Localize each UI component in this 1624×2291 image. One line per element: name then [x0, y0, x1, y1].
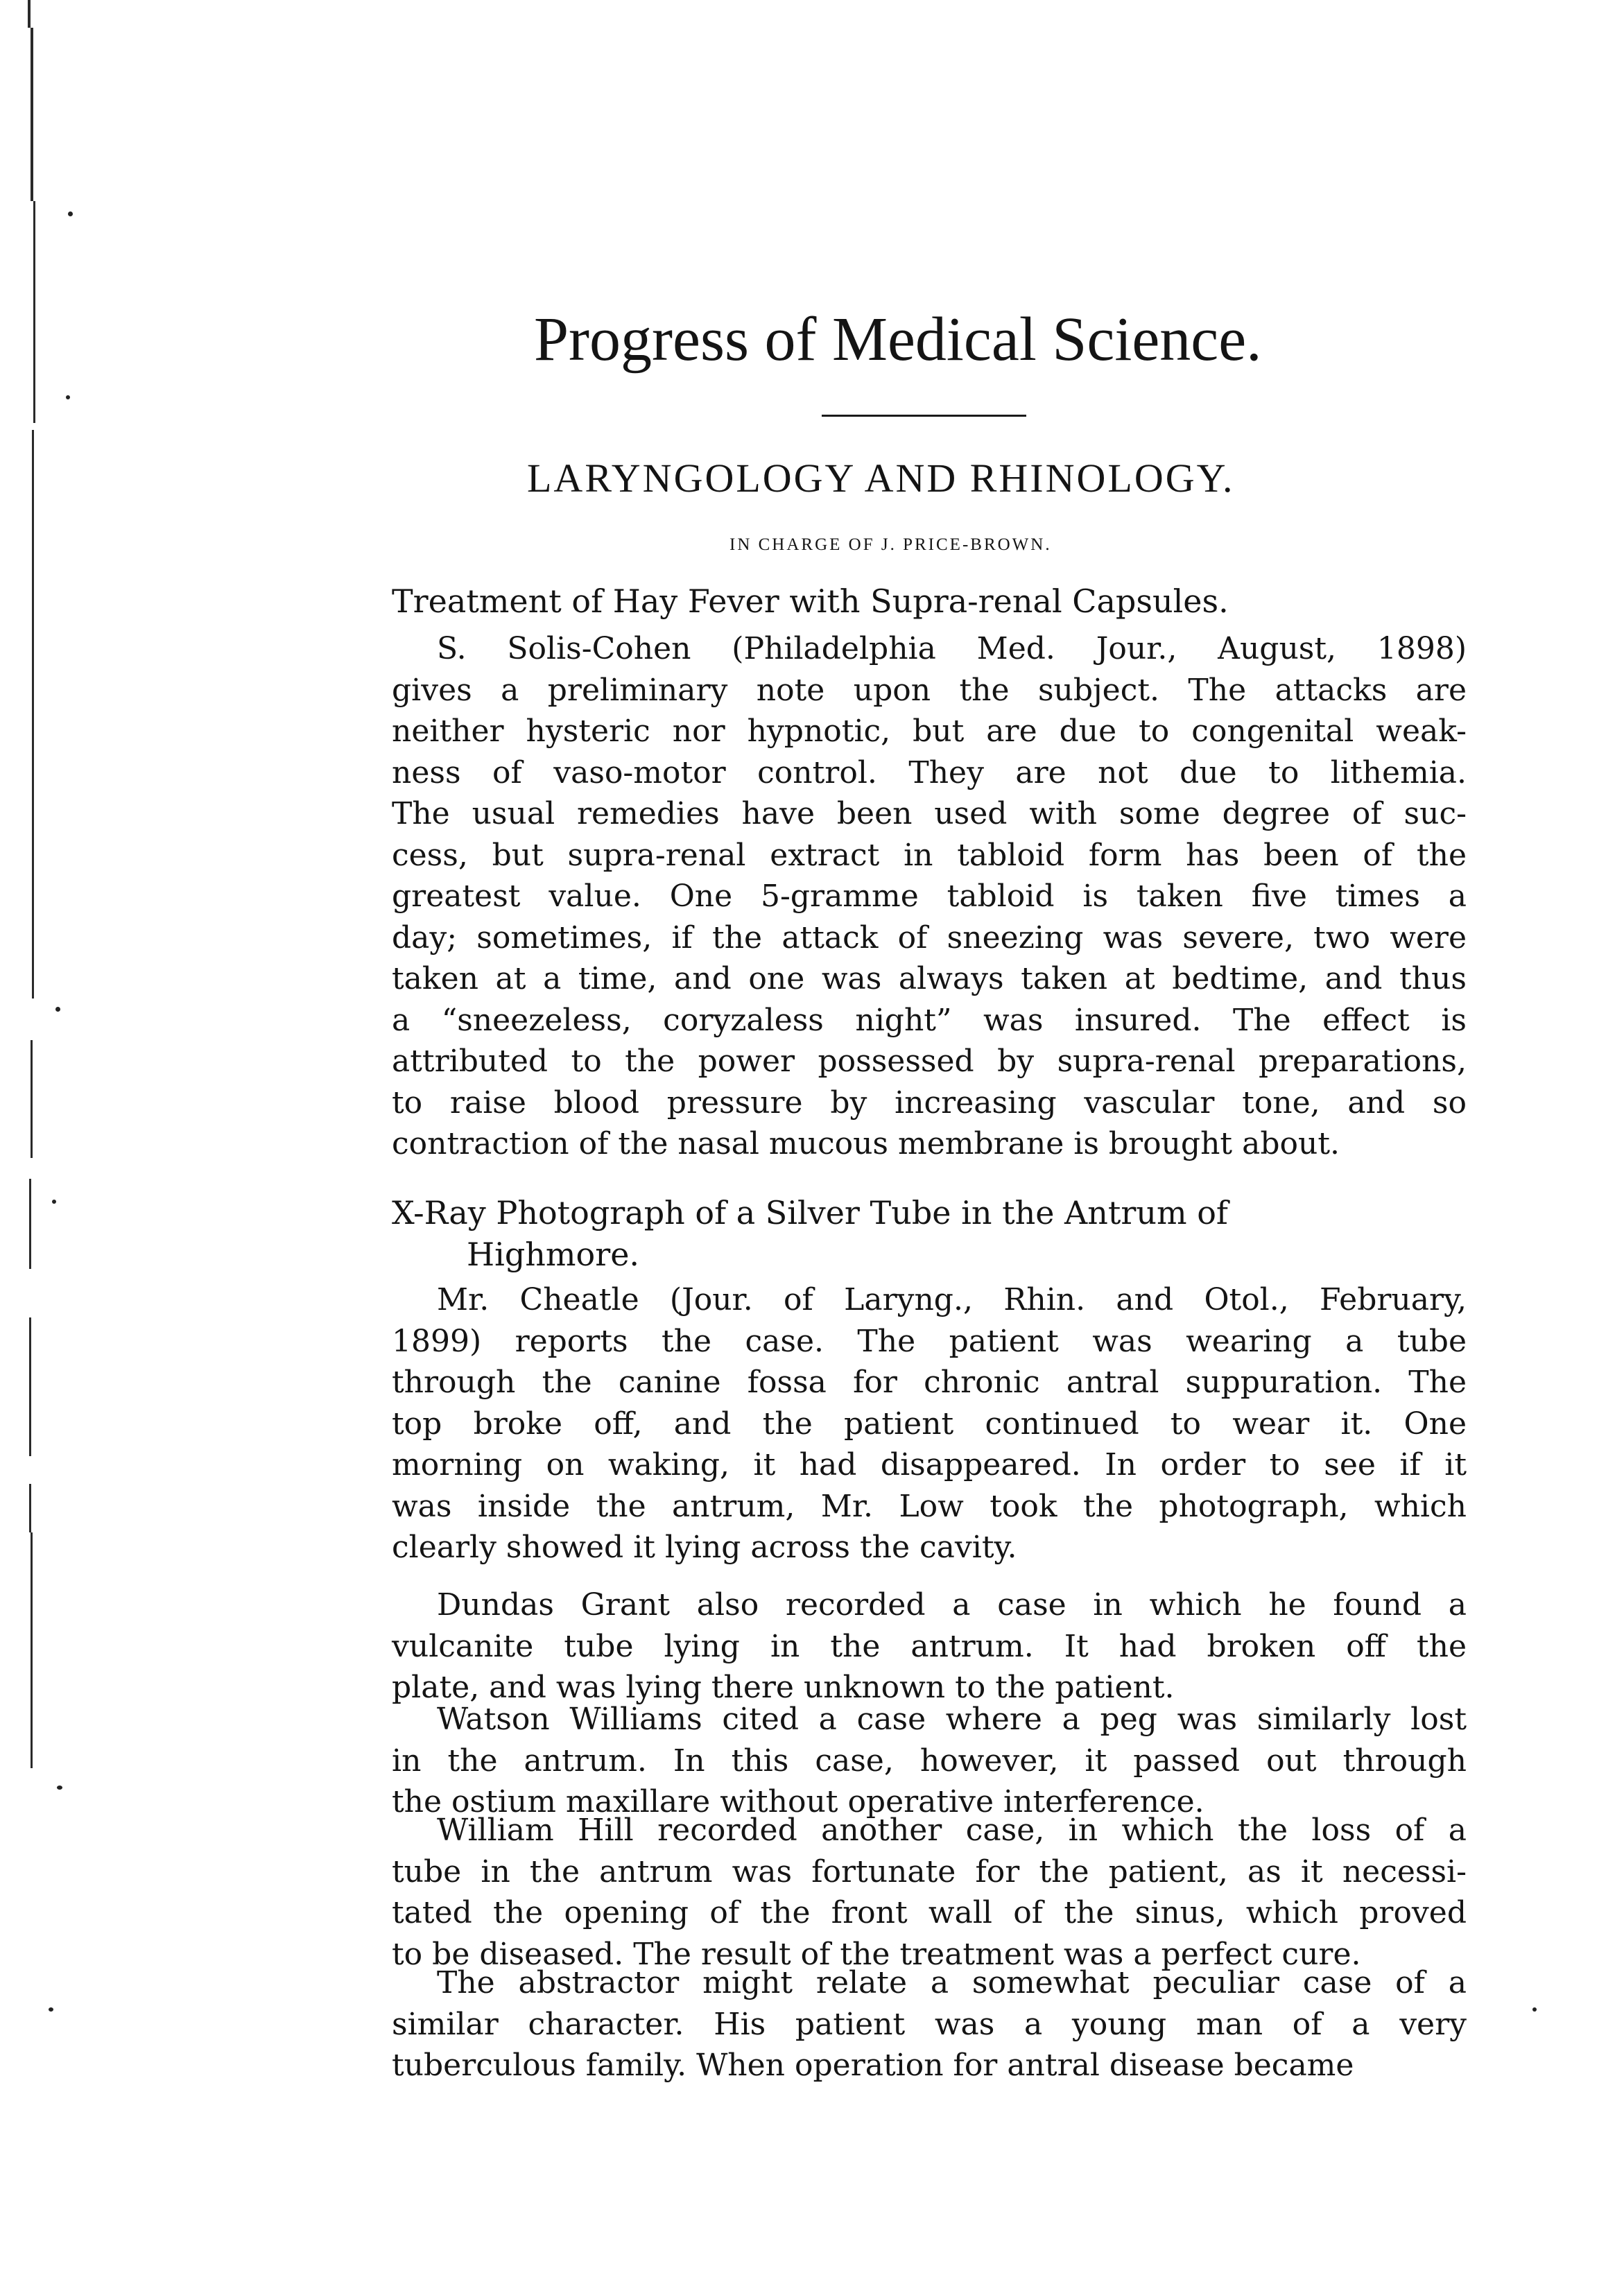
body-text-line: greatest value. One 5-gramme tabloid is taken five times a [392, 879, 1467, 914]
body-text-line: tated the opening of the front wall of the sinus, which proved [392, 1895, 1467, 1930]
body-text-line: cess, but supra-renal extract in tabloid form has been of the [392, 837, 1467, 873]
body-text-line: was inside the antrum, Mr. Low took the photograph, which [392, 1488, 1467, 1524]
body-text-line: S. Solis-Cohen (Philadelphia Med. Jour., August, 1898) [437, 631, 1467, 666]
body-text-line: tuberculous family. When operation for antral disease became [392, 2048, 1354, 2083]
body-text-line: ness of vaso-motor control. They are not due to lithemia. [392, 754, 1467, 790]
binding-line [29, 1484, 31, 1532]
body-text-line: Dundas Grant also recorded a case in which he found a [437, 1587, 1467, 1623]
title-rule [822, 415, 1026, 417]
scan-dot [68, 211, 73, 216]
body-text-line: attributed to the power possessed by supra-renal preparations, [392, 1044, 1467, 1079]
body-text-line: tube in the antrum was fortunate for the patient, as it necessi- [392, 1853, 1467, 1890]
scan-dot [52, 1200, 56, 1204]
scan-dot [55, 1007, 60, 1012]
binding-line [31, 28, 33, 201]
scan-dot [49, 2007, 53, 2012]
article-heading: Treatment of Hay Fever with Supra-renal Capsules. [392, 582, 1229, 620]
binding-line [28, 0, 31, 28]
article-heading: Highmore. [467, 1236, 640, 1273]
binding-line [31, 1532, 33, 1768]
body-text-line: a “sneezeless, coryzaless night” was insured. The effect is [392, 1002, 1467, 1038]
article-heading: X-Ray Photograph of a Silver Tube in the Antrum of [392, 1194, 1228, 1231]
binding-line [29, 1317, 31, 1456]
scan-dot [66, 395, 70, 399]
scan-dot [1532, 2007, 1537, 2012]
body-text-line: contraction of the nasal mucous membrane is brought about. [392, 1126, 1340, 1161]
body-text-line: through the canine fossa for chronic antral suppuration. The [392, 1365, 1467, 1400]
binding-line [33, 201, 35, 423]
body-text-line: neither hysteric nor hypnotic, but are due to congenital weak- [392, 714, 1467, 749]
body-text-line: gives a preliminary note upon the subject. The attacks are [392, 672, 1467, 708]
body-text-line: top broke off, and the patient continued to wear it. One [392, 1406, 1467, 1442]
body-text-line: in the antrum. In this case, however, it passed out through [392, 1743, 1467, 1779]
body-text-line: to be diseased. The result of the treatment was a perfect cure. [392, 1936, 1361, 1972]
body-text-line: day; sometimes, if the attack of sneezing was severe, two were [392, 919, 1467, 956]
body-text-line: morning on waking, it had disappeared. In order to see if it [392, 1447, 1467, 1482]
binding-line [29, 1179, 31, 1269]
body-text-line: taken at a time, and one was always taken at bedtime, and thus [392, 961, 1467, 996]
section-heading: LARYNGOLOGY AND RHINOLOGY. [527, 456, 1235, 501]
body-text-line: plate, and was lying there unknown to the patient. [392, 1670, 1175, 1705]
binding-line [32, 430, 34, 998]
body-text-line: Mr. Cheatle (Jour. of Laryng., Rhin. and Otol., February, [437, 1282, 1467, 1317]
binding-line [31, 1040, 33, 1158]
body-text-line: 1899) reports the case. The patient was wearing a tube [392, 1323, 1467, 1359]
body-text-line: similar character. His patient was a young man of a very [392, 2006, 1467, 2042]
scan-dot [57, 1786, 62, 1790]
body-text-line: vulcanite tube lying in the antrum. It had broken off the [392, 1628, 1467, 1664]
body-text-line: clearly showed it lying across the cavity. [392, 1530, 1017, 1565]
body-text-line: The usual remedies have been used with some degree of suc- [392, 796, 1467, 831]
editor-credit: IN CHARGE OF J. PRICE-BROWN. [729, 535, 1052, 554]
body-text-line: the ostium maxillare without operative interference. [392, 1784, 1204, 1819]
page-title: Progress of Medical Science. [534, 305, 1262, 374]
body-text-line: to raise blood pressure by increasing vascular tone, and so [392, 1084, 1467, 1121]
body-text-line: William Hill recorded another case, in which the loss of a [437, 1813, 1467, 1848]
body-text-line: Watson Williams cited a case where a peg was similarly lost [437, 1702, 1467, 1737]
body-text-line: The abstractor might relate a somewhat peculiar case of a [437, 1965, 1467, 2000]
